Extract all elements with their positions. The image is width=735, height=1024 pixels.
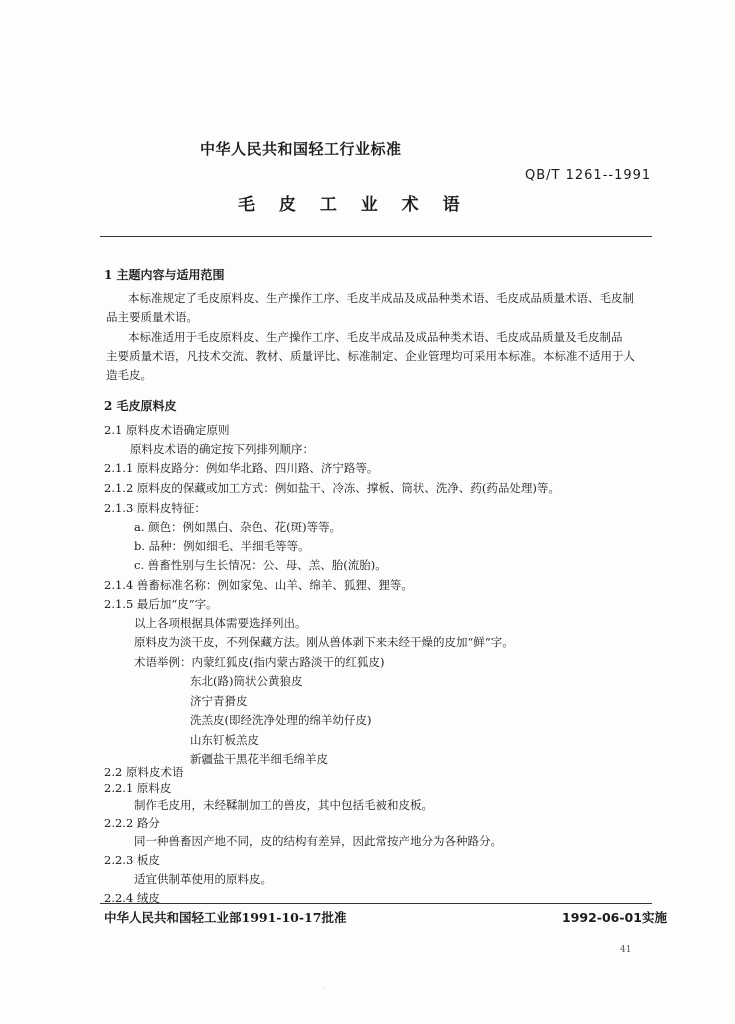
example-item: 济宁青猾皮	[190, 694, 248, 708]
page-number: 41	[620, 945, 632, 955]
section-1-heading: 1 主题内容与适用范围	[104, 268, 225, 282]
clause-item: 2.1.1 原料皮路分：例如华北路、四川路、济宁路等。	[104, 461, 379, 475]
example-item: 东北(路)筒状公黄狼皮	[190, 674, 303, 688]
clause-item: 2.2.1 原料皮	[104, 781, 172, 795]
paragraph-line: 主要质量术语，凡技术交流、教材、质量评比、标准制定、企业管理均可采用本标准。本标准不适用于人	[106, 349, 635, 363]
note-line: 以上各项根据具体需要选择列出。	[134, 616, 307, 630]
clause-heading: 2.1 原料皮术语确定原则	[104, 423, 230, 437]
clause-heading: 2.2 原料皮术语	[104, 765, 184, 779]
example-item: 洗羔皮(即经洗净处理的绵羊幼仔皮)	[190, 713, 372, 727]
document-title: 毛 皮 工 业 术 语	[238, 195, 469, 215]
clause-item: 2.2.4 绒皮	[104, 891, 160, 905]
clause-item: 2.1.2 原料皮的保藏或加工方式：例如盐干、冷冻、撑板、筒状、洗净、药(药品处理)等。	[104, 481, 560, 495]
implementation-date: 1992-06-01实施	[562, 910, 667, 925]
note-line: 原料皮为淡干皮，不列保藏方法。刚从兽体剥下来未经干燥的皮加“鲜”字。	[134, 635, 514, 649]
issuing-organization: 中华人民共和国轻工行业标准	[200, 140, 402, 158]
paragraph-line: 本标准适用于毛皮原料皮、生产操作工序、毛皮半成品及成品种类术语、毛皮成品质量及毛皮制品	[128, 330, 623, 344]
examples-label: 术语举例：内蒙红狐皮(指内蒙古路淡干的红狐皮)	[134, 655, 385, 669]
example-item: 山东钉板羔皮	[190, 733, 259, 747]
footer-rule	[100, 903, 652, 904]
definition-line: 同一种兽畜因产地不同，皮的结构有差异，因此常按产地分为各种路分。	[134, 834, 502, 848]
header-rule	[100, 236, 652, 237]
list-item: b. 品种：例如细毛、半细毛等等。	[134, 539, 310, 553]
paragraph-line: 本标准规定了毛皮原料皮、生产操作工序、毛皮半成品及成品种类术语、毛皮成品质量术语、毛皮制	[128, 291, 634, 305]
standard-code: QB/T 1261--1991	[525, 168, 652, 183]
definition-line: 制作毛皮用，未经鞣制加工的兽皮，其中包括毛被和皮板。	[134, 798, 433, 812]
list-item: c. 兽畜性别与生长情况：公、母、羔、胎(流胎)。	[134, 558, 387, 572]
clause-item: 2.2.2 路分	[104, 816, 160, 830]
paragraph-line: 原料皮术语的确定按下列排列顺序：	[130, 442, 314, 456]
section-2-heading: 2 毛皮原料皮	[104, 399, 177, 413]
scan-speck: ·	[323, 986, 325, 993]
paragraph-line: 品主要质量术语。	[106, 310, 198, 324]
example-item: 新疆盐干黑花半细毛绵羊皮	[190, 752, 328, 766]
definition-line: 适宜供制革使用的原料皮。	[134, 872, 272, 886]
clause-item: 2.1.4 兽畜标准名称：例如家兔、山羊、绵羊、狐狸、狸等。	[104, 578, 413, 592]
clause-item: 2.1.5 最后加“皮”字。	[104, 597, 218, 611]
approval-statement: 中华人民共和国轻工业部1991-10-17批准	[104, 910, 347, 925]
list-item: a. 颜色：例如黑白、杂色、花(斑)等等。	[134, 520, 342, 534]
paragraph-line: 造毛皮。	[106, 368, 152, 382]
clause-item: 2.2.3 板皮	[104, 853, 160, 867]
clause-item: 2.1.3 原料皮特征：	[104, 501, 206, 515]
